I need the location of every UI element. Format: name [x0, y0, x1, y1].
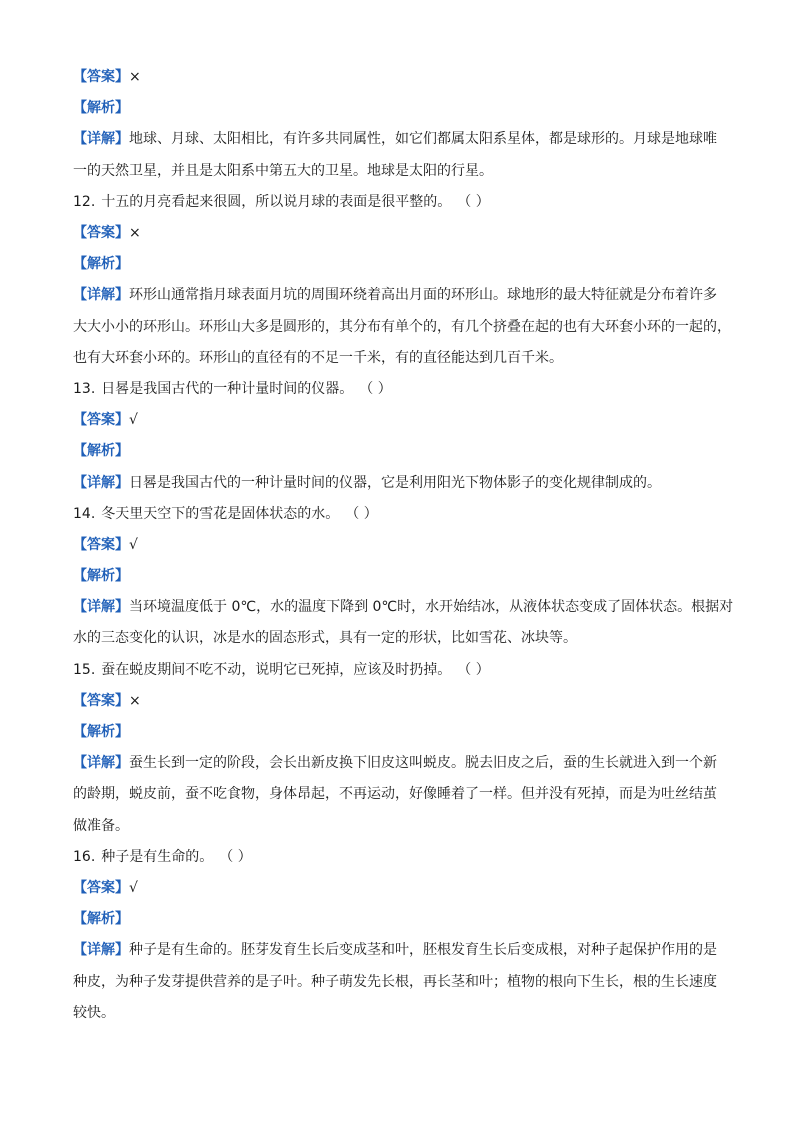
detail-label: 【详解】 [73, 942, 129, 959]
detail-text: 日晷是我国古代的一种计量时间的仪器，它是利用阳光下物体影子的变化规律制成的。 [129, 474, 661, 491]
question-number: 12. [73, 193, 96, 210]
detail-text: 环形山通常指月球表面月坑的周围环绕着高出月面的环形山。球地形的最大特征就是分布着许多 [129, 287, 717, 304]
detail-line [73, 967, 725, 998]
answer-line [73, 873, 725, 904]
document-page [73, 62, 734, 1029]
answer-value: √ [129, 412, 138, 429]
detail-text: 也有大环套小环的。环形山的直径有的不足一千米，有的直径能达到几百千米。 [73, 349, 563, 366]
detail-line [73, 280, 725, 311]
detail-text: 较快。 [73, 1004, 115, 1021]
question-line [73, 499, 725, 530]
answer-line [73, 530, 725, 561]
question-text: 十五的月亮看起来很圆，所以说月球的表面是很平整的。 [101, 193, 452, 210]
detail-text: 地球、月球、太阳相比，有许多共同属性，如它们都属太阳系星体，都是球形的。月球是地球唯 [129, 131, 717, 148]
detail-label: 【详解】 [73, 287, 129, 304]
detail-label: 【详解】 [73, 474, 129, 491]
question-line [73, 374, 725, 405]
answer-value: × [129, 692, 141, 709]
question-number: 13. [73, 380, 96, 397]
question-line [73, 655, 725, 686]
answer-value: √ [129, 536, 138, 553]
detail-label: 【详解】 [73, 755, 129, 772]
analysis-line [73, 436, 725, 467]
answer-line [73, 686, 725, 717]
detail-line [73, 312, 731, 343]
analysis-line [73, 93, 725, 124]
question-number: 16. [73, 848, 96, 865]
answer-label: 【答案】 [73, 69, 129, 85]
detail-label: 【详解】 [73, 131, 129, 148]
detail-text: 水的三态变化的认识，冰是水的固态形式，具有一定的形状，比如雪花、冰块等。 [73, 630, 577, 647]
answer-blank: （ ） [219, 848, 252, 865]
detail-text: 种子是有生命的。胚芽发育生长后变成茎和叶，胚根发育生长后变成根，对种子起保护作用的是 [129, 942, 717, 959]
detail-text: 做准备。 [73, 817, 129, 834]
detail-text: 的龄期，蜕皮前，蚕不吃食物，身体昂起，不再运动，好像睡着了一样。但并没有死掉，而是为吐丝结茧 [73, 786, 717, 803]
answer-label: 【答案】 [73, 412, 129, 429]
question-text: 日晷是我国古代的一种计量时间的仪器。 [101, 380, 354, 397]
detail-text: 蚕生长到一定的阶段，会长出新皮换下旧皮这叫蜕皮。脱去旧皮之后，蚕的生长就进入到一个新 [129, 755, 717, 772]
analysis-line [73, 561, 725, 592]
analysis-line [73, 717, 725, 748]
answer-line [73, 62, 725, 93]
analysis-line [73, 249, 725, 280]
analysis-label: 【解析】 [73, 724, 129, 741]
answer-value: √ [129, 880, 138, 897]
analysis-label: 【解析】 [73, 256, 129, 273]
answer-label: 【答案】 [73, 692, 129, 709]
analysis-line [73, 904, 725, 935]
detail-text: 种皮，为种子发芽提供营养的是子叶。种子萌发先长根，再长茎和叶；植物的根向下生长，根的生长速度 [73, 973, 717, 990]
detail-line [73, 124, 725, 155]
analysis-label: 【解析】 [73, 568, 129, 585]
question-text: 冬天里天空下的雪花是固体状态的水。 [101, 505, 340, 522]
answer-line [73, 218, 725, 249]
question-text: 种子是有生命的。 [101, 848, 214, 865]
detail-line [73, 468, 725, 499]
detail-line [73, 156, 725, 187]
answer-blank: （ ） [359, 380, 392, 397]
detail-text: 当环境温度低于 0℃，水的温度下降到 0℃时，水开始结冰，从液体状态变成了固体状态。根据对 [129, 599, 734, 616]
detail-line [73, 343, 725, 374]
detail-text: 大大小小的环形山。环形山大多是圆形的，其分布有单个的，有几个挤叠在起的也有大环套小环的一起的， [73, 318, 731, 335]
answer-blank: （ ） [457, 193, 490, 210]
analysis-label: 【解析】 [73, 100, 129, 117]
answer-value: × [129, 224, 141, 241]
answer-label: 【答案】 [73, 880, 129, 897]
answer-label: 【答案】 [73, 224, 129, 241]
detail-line [73, 623, 725, 654]
detail-line [73, 998, 725, 1029]
detail-line [73, 935, 725, 966]
answer-value: × [129, 69, 141, 85]
answer-line [73, 405, 725, 436]
question-line [73, 187, 725, 218]
question-number: 14. [73, 505, 96, 522]
question-number: 15. [73, 661, 96, 678]
detail-line [73, 592, 734, 623]
detail-text: 一的天然卫星，并且是太阳系中第五大的卫星。地球是太阳的行星。 [73, 162, 493, 179]
analysis-label: 【解析】 [73, 911, 129, 928]
question-text: 蚕在蜕皮期间不吃不动，说明它已死掉，应该及时扔掉。 [101, 661, 452, 678]
detail-line [73, 811, 725, 842]
detail-line [73, 748, 725, 779]
detail-label: 【详解】 [73, 599, 129, 616]
question-line [73, 842, 725, 873]
detail-line [73, 779, 725, 810]
answer-label: 【答案】 [73, 536, 129, 553]
analysis-label: 【解析】 [73, 443, 129, 460]
answer-blank: （ ） [457, 661, 490, 678]
answer-blank: （ ） [345, 505, 378, 522]
